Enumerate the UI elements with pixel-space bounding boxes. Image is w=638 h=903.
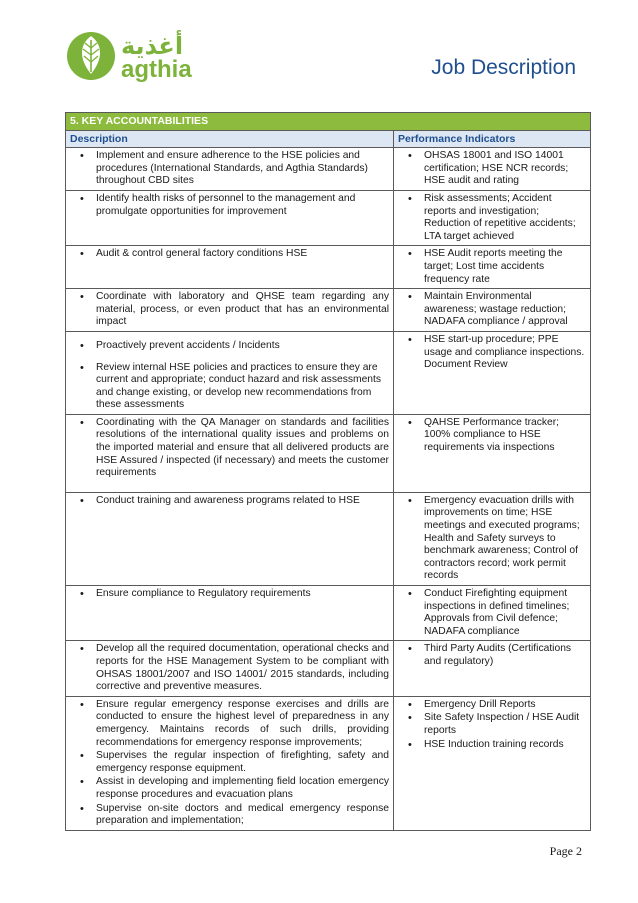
- leaf-logo-icon: [66, 22, 196, 92]
- section-title: 5. KEY ACCOUNTABILITIES: [66, 113, 591, 131]
- table-row: [66, 696, 591, 830]
- indicator-item: • HSE start-up procedure; PPE usage and compliance inspections. Document Review: [398, 334, 586, 372]
- description-item: • Coordinate with laboratory and QHSE team regarding any material, process, or even product that has an environmental impact: [70, 291, 389, 329]
- description-item: • Supervise on-site doctors and medical emergency response preparation and implementation;: [70, 803, 389, 828]
- table-row: [66, 246, 591, 289]
- description-item: • Develop all the required documentation, operational checks and reports for the HSE Management System to be compliant with OHSAS 18001/2007 and ISO 14001/ 2015 standards, including corrective and preventive measures.: [70, 643, 389, 693]
- indicator-item: • Risk assessments; Accident reports and investigation; Reduction of repetitive accidents; LTA target achieved: [398, 193, 586, 243]
- indicator-item: • Emergency Drill Reports: [398, 699, 586, 712]
- table-row: [66, 190, 591, 245]
- table-row: [66, 492, 591, 585]
- indicator-item: • Site Safety Inspection / HSE Audit reports: [398, 712, 586, 737]
- column-header-row: [66, 130, 591, 148]
- indicator-item: • QAHSE Performance tracker; 100% compliance to HSE requirements via inspections: [398, 417, 586, 455]
- description-item: • Review internal HSE policies and practices to ensure they are current and appropriate; conduct hazard and risk assessments and change existing, or develop new recommendations from these assessments: [70, 362, 389, 412]
- table-row: [66, 641, 591, 696]
- description-item: • Conduct training and awareness programs related to HSE: [70, 495, 389, 508]
- description-item: • Assist in developing and implementing field location emergency response procedures and evacuation plans: [70, 776, 389, 801]
- page-number: Page 2: [549, 844, 582, 858]
- indicator-item: • Conduct Firefighting equipment inspections in defined timelines; Approvals from Civil defence; NADAFA compliance: [398, 588, 586, 638]
- description-item: • Coordinating with the QA Manager on standards and facilities resolutions of the international quality issues and problems on the imported material and ensure that all delivered products are HSE Assured / inspected (if necessary) and meets the customer requirements: [70, 417, 389, 480]
- indicator-item: • OHSAS 18001 and ISO 14001 certification; HSE NCR records; HSE audit and rating: [398, 150, 586, 188]
- description-item: • Implement and ensure adherence to the HSE policies and procedures (International Standards, and Agthia Standards) throughout CBD sites: [70, 150, 389, 188]
- table-row: [66, 289, 591, 332]
- table-row: [66, 414, 591, 492]
- indicator-item: • Emergency evacuation drills with improvements on time; HSE meetings and executed programs; Health and Safety surveys to benchmark awareness; Control of contractors record; work permit records: [398, 495, 586, 583]
- table-row: [66, 331, 591, 414]
- indicator-item: • Maintain Environmental awareness; wastage reduction; NADAFA compliance / approval: [398, 291, 586, 329]
- column-header-description: Description: [66, 130, 394, 148]
- agthia-logo: [66, 22, 196, 92]
- key-accountabilities-table: [65, 112, 591, 831]
- description-item: • Supervises the regular inspection of firefighting, safety and emergency response equipment.: [70, 750, 389, 775]
- description-item: • Ensure regular emergency response exercises and drills are conducted to ensure the highest level of preparedness in any emergency. Maintains records of such drills, providing recommendations for emergency response improvements;: [70, 699, 389, 749]
- logo-latin: agthia: [121, 56, 192, 83]
- indicator-item: • HSE Audit reports meeting the target; Lost time accidents frequency rate: [398, 248, 586, 286]
- description-item: • Audit & control general factory conditions HSE: [70, 248, 389, 261]
- document-title: Job Description: [431, 56, 576, 79]
- table-row: [66, 148, 591, 191]
- section-header-row: [66, 113, 591, 131]
- table-row: [66, 586, 591, 641]
- column-header-indicators: Performance Indicators: [394, 130, 591, 148]
- indicator-item: • Third Party Audits (Certifications and regulatory): [398, 643, 586, 668]
- indicator-item: • HSE Induction training records: [398, 739, 586, 752]
- description-item: • Ensure compliance to Regulatory requirements: [70, 588, 389, 601]
- description-item: • Identify health risks of personnel to the management and promulgate opportunities for improvement: [70, 193, 389, 218]
- description-item: • Proactively prevent accidents / Incidents: [70, 340, 389, 353]
- logo-arabic: أغذية: [121, 32, 184, 60]
